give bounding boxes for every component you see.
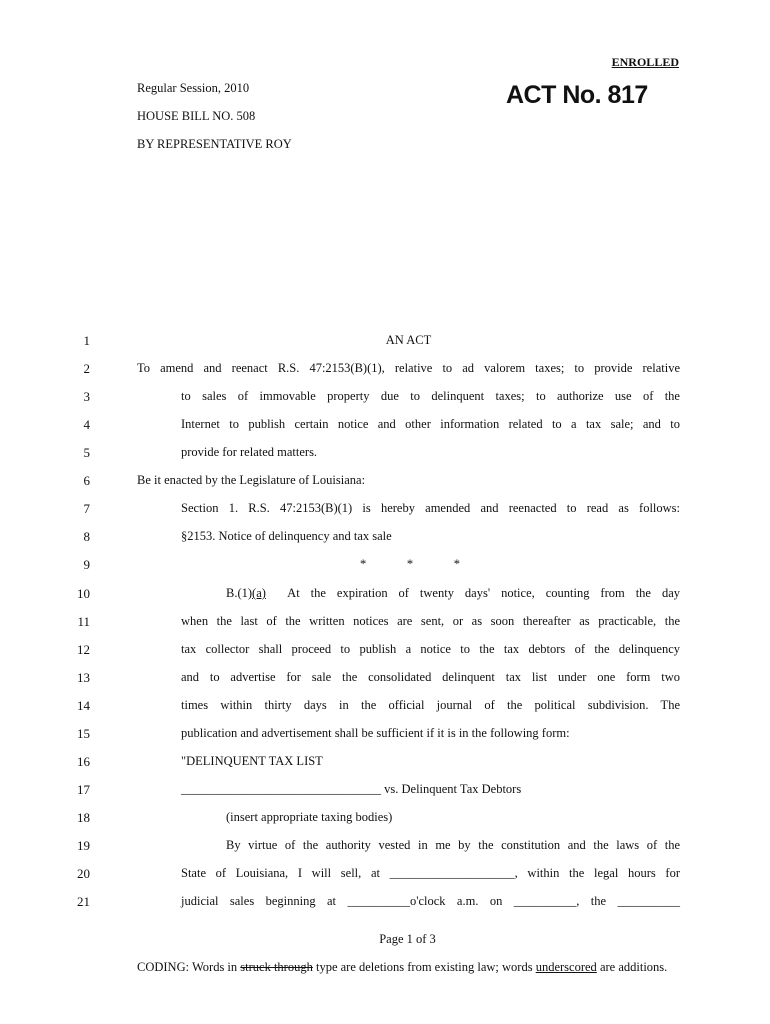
body-line: judicial sales beginning at __________o'clock a.m. on __________, the __________: [181, 894, 680, 908]
line-number: 10: [77, 586, 90, 601]
body-line: Section 1. R.S. 47:2153(B)(1) is hereby amended and reenacted to read as follows:: [181, 501, 680, 515]
coding-underscore-sample: underscored: [535, 960, 597, 974]
body-line: [226, 586, 680, 601]
session-label: Regular Session, 2010: [137, 81, 250, 95]
line-number: 15: [77, 726, 90, 741]
body-line: To amend and reenact R.S. 47:2153(B)(1), relative to ad valorem taxes; to provide relative: [137, 361, 680, 375]
body-line: "DELINQUENT TAX LIST: [181, 754, 323, 768]
body-line: times within thirty days in the official journal of the political subdivision. The: [181, 698, 680, 712]
line-number: 8: [83, 529, 90, 544]
line-number: 16: [77, 754, 90, 769]
body-line-text: At the expiration of twenty days' notice, counting from the day: [265, 586, 680, 600]
coding-prefix: CODING: Words in: [137, 960, 241, 974]
underscored-addition: (a): [252, 586, 266, 600]
line-number: 14: [77, 698, 90, 713]
section-heading: §2153. Notice of delinquency and tax sale: [181, 529, 392, 543]
star: *: [360, 557, 367, 571]
bill-author: BY REPRESENTATIVE ROY: [137, 137, 292, 151]
coding-strike-sample: struck through: [240, 960, 313, 974]
act-title: AN ACT: [385, 333, 432, 347]
line-number: 3: [83, 389, 90, 404]
body-line: provide for related matters.: [181, 445, 318, 459]
section-break: [360, 557, 460, 572]
body-line: publication and advertisement shall be sufficient if it is in the following form:: [181, 726, 570, 740]
body-line: when the last of the written notices are sent, or as soon thereafter as practicable, the: [181, 614, 680, 628]
line-number: 6: [83, 473, 90, 488]
line-number: 7: [83, 501, 90, 516]
body-line: Internet to publish certain notice and other information related to a tax sale; and to: [181, 417, 680, 431]
star: *: [406, 557, 414, 571]
line-number: 21: [77, 894, 90, 909]
line-number: 18: [77, 810, 90, 825]
line-number: 4: [83, 417, 90, 432]
line-number: 2: [83, 361, 90, 376]
body-line: ________________________________ vs. Delinquent Tax Debtors: [181, 782, 522, 796]
body-line: to sales of immovable property due to delinquent taxes; to authorize use of the: [181, 389, 680, 403]
coding-mid: type are deletions from existing law; words: [312, 960, 536, 974]
act-number: ACT No. 817: [506, 81, 648, 109]
coding-note: [137, 960, 680, 974]
body-line: By virtue of the authority vested in me by the constitution and the laws of the: [226, 838, 680, 852]
subsection-prefix: B.(1): [226, 586, 253, 600]
line-number: 1: [83, 333, 90, 348]
enrolled-label: ENROLLED: [611, 55, 679, 69]
line-number: 19: [77, 838, 90, 853]
enacting-clause: Be it enacted by the Legislature of Louisiana:: [137, 473, 366, 487]
bill-number: HOUSE BILL NO. 508: [137, 109, 256, 123]
body-line: and to advertise for sale the consolidated delinquent tax list under one form two: [181, 670, 680, 684]
star: *: [453, 557, 460, 571]
line-number: 20: [77, 866, 90, 881]
line-number: 13: [77, 670, 90, 685]
line-number: 17: [77, 782, 90, 797]
body-line: (insert appropriate taxing bodies): [226, 810, 393, 824]
body-line: State of Louisiana, I will sell, at ____________________, within the legal hours for: [181, 866, 680, 880]
line-number: 11: [77, 614, 90, 629]
body-line: tax collector shall proceed to publish a notice to the tax debtors of the delinquency: [181, 642, 680, 656]
line-number: 9: [83, 557, 90, 572]
page-number: Page 1 of 3: [379, 932, 436, 946]
line-number: 5: [83, 445, 90, 460]
line-number: 12: [77, 642, 90, 657]
coding-suffix: are additions.: [596, 960, 668, 974]
